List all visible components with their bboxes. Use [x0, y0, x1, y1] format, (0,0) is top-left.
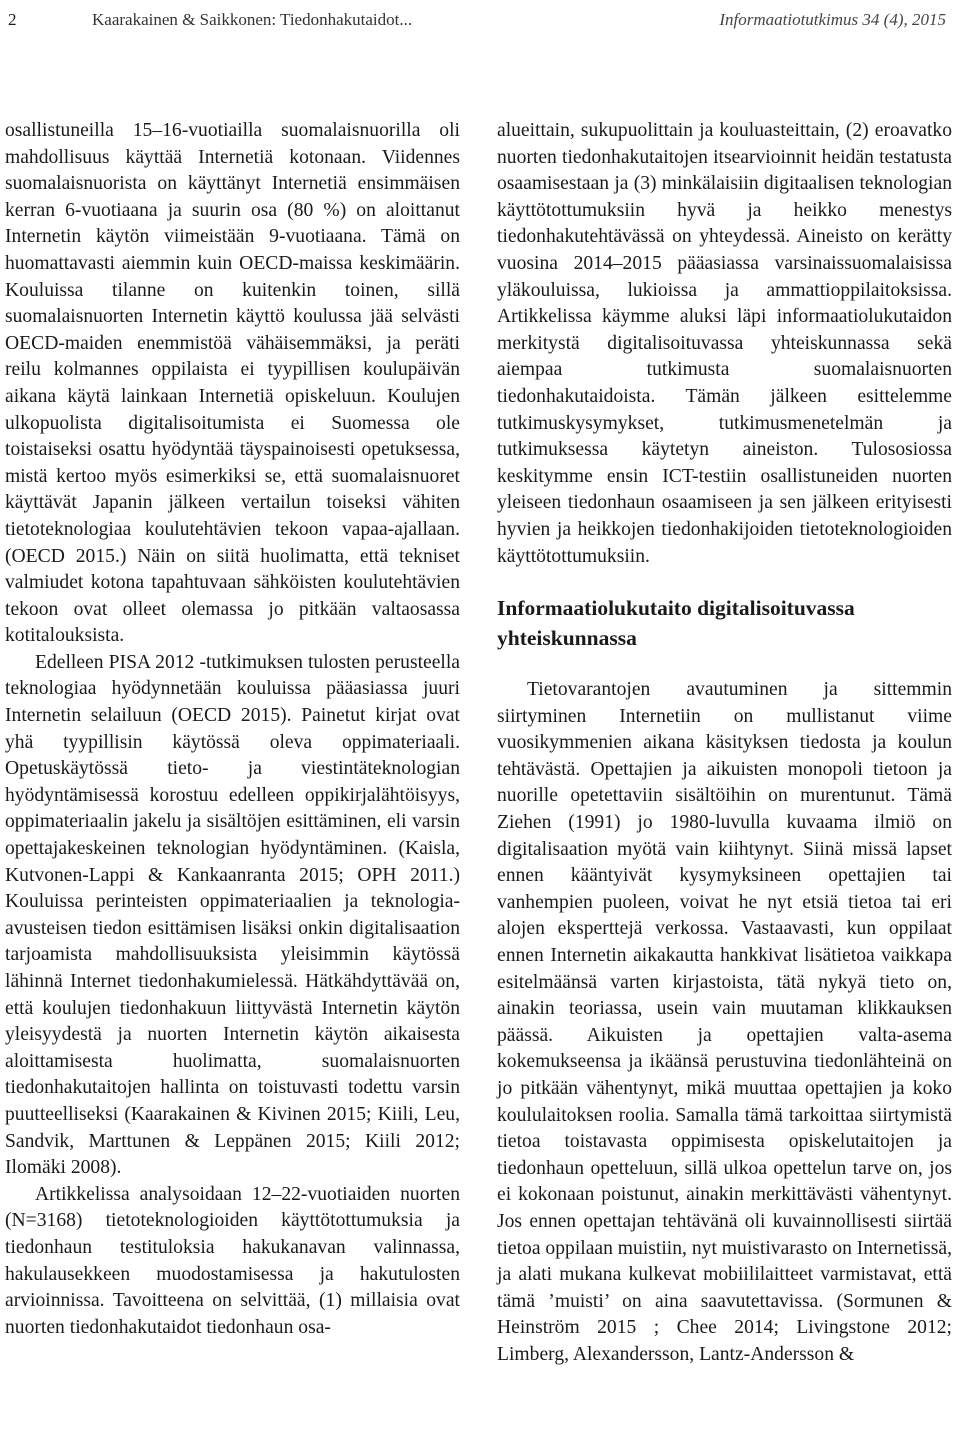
page-header [8, 6, 946, 34]
page-number: 2 [8, 10, 17, 29]
running-title: Kaarakainen & Saikkonen: Tiedonhakutaidot... [92, 10, 413, 29]
journal-citation: Informaatiotutkimus 34 (4), 2015 [719, 10, 946, 29]
left-column [5, 118, 460, 1341]
section-heading: Informaatiolukutaito digitalisoituvassa yhteiskunnassa [497, 596, 855, 651]
left-paragraph-2: Edelleen PISA 2012 -tutkimuksen tulosten perusteella teknologiaa hyödynnetään kouluissa pääasiassa juuri Internetin selailuun (OECD 2015). Painetut kirjat ovat yhä tyypillisin käytössä oleva oppimateriaali. Opetuskäytössä tieto- ja viestintäteknologian hyödyntämisessä korostuu edelleen oppikirjalähtöisyys, oppimateriaalin jakelu ja sisältöjen esittäminen, eli varsin opettajakeskeinen teknologian hyödyntäminen. (Kaisla, Kutvonen-Lappi & Kankaanranta 2015; OPH 2011.) Kouluissa perinteisten oppimateriaalien ja teknologia-avusteisen tiedon esittämisen lisäksi onkin digitalisaation tarjoamista mahdollisuuksista yleisimmin käytössä lähinnä Internet tiedonhakumielessä. Hätkähdyttävää on, että koulujen tiedonhakuun liittyvästä Internetin käytön yleisyydestä ja nuorten Internetin käytön aikaisesta aloittamisesta huolimatta, suomalaisnuorten tiedonhakutaitojen hallinta on toistuvasti todettu varsin puutteelliseksi (Kaarakainen & Kivinen 2015; Kiili, Leu, Sandvik, Marttunen & Leppänen 2015; Kiili 2012; Ilomäki 2008). [5, 651, 460, 1179]
left-paragraph-1: osallistuneilla 15–16-vuotiailla suomalaisnuorilla oli mahdollisuus käyttää Internetiä kotonaan. Viidennes suomalaisnuorista on käyttänyt Internetiä ensimmäisen kerran 6-vuotiaana ja suurin osa (80 %) on aloittanut Internetin käytön viimeistään 9-vuotiaana. Tämä on huomattavasti aiemmin kuin OECD-maissa keskimäärin. Kouluissa tilanne on kuitenkin toinen, sillä suomalaisnuorten Internetin käyttö koulussa jää selvästi OECD-maiden enemmistöä vähäisemmäksi, ja peräti reilu kolmannes oppilaista ei tyypillisen koulupäivän aikana käytä lainkaan Internetiä opiskeluun. Koulujen ulkopuolista digitalisoitumista ei Suomessa ole toistaiseksi osattu hyödyntää täyspainoisesti opetuksessa, mistä kertoo myös esimerkiksi se, että suomalaisnuoret käyttävät Japanin jälkeen vertailun toiseksi vähiten tietoteknologiaa koulutehtävien tekoon vapaa-ajallaan. (OECD 2015.) Näin on siitä huolimatta, että tekniset valmiudet kotona tapahtuvaan sähköisten koulutehtävien tekoon ovat olleet olemassa jo pitkään valtaosassa kotitalouksista. [5, 120, 460, 647]
right-paragraph-2: Tietovarantojen avautuminen ja sittemmin siirtyminen Internetiin on mullistanut viime vuosikymmenien aikana käsityksen tiedosta ja koulun tehtävästä. Opettajien ja aikuisten monopoli tietoon ja nuorille opetettaviin sisältöihin on murentunut. Tämä Ziehen (1991) jo 1980-luvulla kuvaama ilmiö on digitalisaation myötä vain kiihtynyt. Siinä missä lapset ennen kääntyivät kysymyksineen opettajien tai vanhempien puoleen, voivat he nyt etsiä tietoa tai eri alojen eksperttejä verkossa. Vastaavasti, kun oppilaat ennen Internetin aikakautta hankkivat lisätietoa vaikkapa esitelmäänsä varten kirjastoista, tätä nykyä tieto on, ainakin teoriassa, usein vain muutaman klikkauksen päässä. Aikuisten ja opettajien valta-asema kokemukseensa ja ikäänsä perustuvina tiedonlähteinä on jo pitkään vähentynyt, mikä muuttaa opettajien ja koko koululaitoksen roolia. Samalla tämä tarkoittaa siirtymistä tietoa toistavasta oppimisesta opiskelutaitojen ja tiedonhaun opetteluun, sillä ulkoa opettelun tarve on, jos ei kokonaan poistunut, ainakin merkittävästi vähentynyt. Jos ennen opettajan tehtävänä oli kuvainnollisesti siirtää tietoa oppilaan muistiin, nyt muistivarasto on Internetissä, ja alati mukana kulkevat mobiililaitteet varmistavat, että tämä ’muisti’ on aina saavutettavissa. (Sormunen & Heinström 2015 ; Chee 2014; Livingstone 2012; Limberg, Alexandersson, Lantz-Andersson & [497, 679, 952, 1365]
right-paragraph-1: alueittain, sukupuolittain ja kouluasteittain, (2) eroavatko nuorten tiedonhakutaitojen itsearvioinnit heidän testatusta osaamisestaan ja (3) minkälaisiin digitaalisen teknologian käyttötottumuksiin hyvä ja heikko menestys tiedonhakutehtävässä on yhteydessä. Aineisto on kerätty vuosina 2014–2015 pääasiassa varsinaissuomalaisissa yläkouluissa, lukioissa ja ammattioppilaitoksissa. Artikkelissa käymme aluksi läpi informaatiolukutaidon merkitystä digitalisoituvassa yhteiskunnassa sekä aiempaa tutkimusta suomalaisnuorten tiedonhakutaidoista. Tämän jälkeen esittelemme tutkimuskysymykset, tutkimusmenetelmän ja tutkimuksessa käytetyn aineiston. Tulososiossa keskitymme ensin ICT-testiin osallistuneiden nuorten yleiseen tiedonhaun osaamiseen ja sen jälkeen erityisesti hyvien ja heikkojen tiedonhakijoiden tietoteknologioiden käyttötottumuksiin. [497, 120, 952, 567]
right-column [497, 118, 952, 1369]
left-paragraph-3: Artikkelissa analysoidaan 12–22-vuotiaiden nuorten (N=3168) tietoteknologioiden käyttötottumuksia ja tiedonhaun testituloksia hakukanavan valinnassa, hakulausekkeen muodostamisessa ja hakutulosten arvioinnissa. Tavoitteena on selvittää, (1) millaisia ovat nuorten tiedonhakutaidot tiedonhaun osa- [5, 1183, 460, 1338]
